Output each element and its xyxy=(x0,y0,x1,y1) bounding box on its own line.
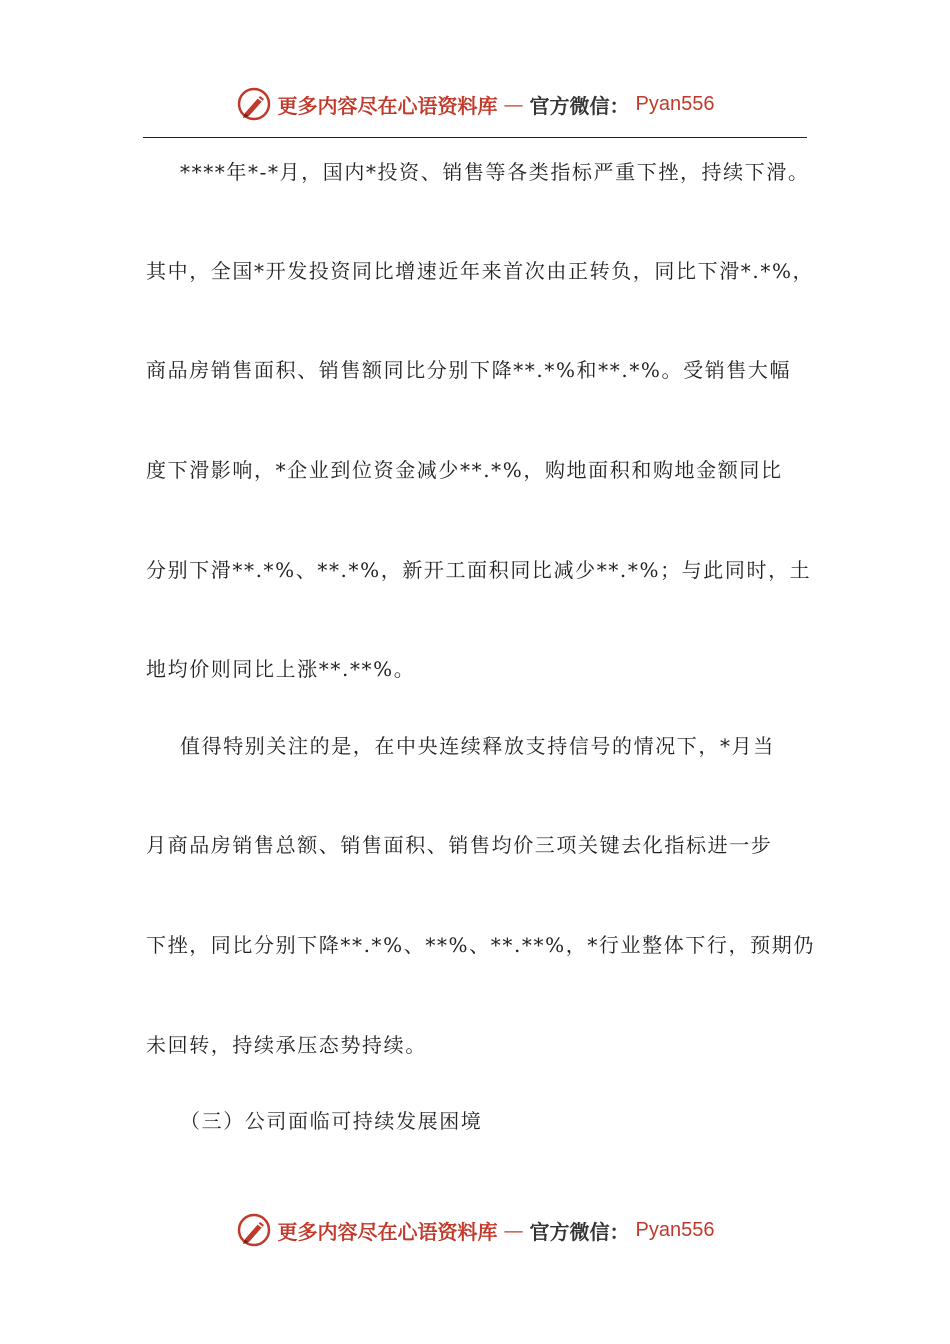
banner-title: 更多内容尽在心语资料库 xyxy=(277,93,498,118)
paragraph-1-line-2: 其中，全国*开发投资同比增速近年来首次由正转负，同比下滑*.*%， xyxy=(146,259,815,283)
footer-banner xyxy=(0,1210,950,1250)
banner-title: 更多内容尽在心语资料库 xyxy=(277,1219,498,1244)
paragraph-2-line-1: 值得特别关注的是，在中央连续释放支持信号的情况下，*月当 xyxy=(180,734,775,758)
pen-logo-icon xyxy=(236,86,272,122)
banner-wechat-label: 官方微信： xyxy=(529,93,630,118)
banner-dash: — xyxy=(503,92,524,116)
banner-wechat-label: 官方微信： xyxy=(529,1219,630,1244)
paragraph-2-line-4: 未回转，持续承压态势持续。 xyxy=(146,1033,427,1057)
paragraph-1-line-1: ****年*-*月，国内*投资、销售等各类指标严重下挫，持续下滑。 xyxy=(180,160,810,184)
header-banner xyxy=(0,84,950,124)
pen-logo-icon xyxy=(236,1212,272,1248)
banner-wechat-id: Pyan556 xyxy=(635,1218,715,1241)
paragraph-1-line-4: 度下滑影响，*企业到位资金减少**.*%，购地面积和购地金额同比 xyxy=(146,458,783,482)
paragraph-1-line-6: 地均价则同比上涨**.**%。 xyxy=(146,657,416,681)
section-heading: （三）公司面临可持续发展困境 xyxy=(180,1109,483,1133)
header-divider xyxy=(143,137,807,138)
banner-wechat-id: Pyan556 xyxy=(635,92,715,115)
paragraph-2-line-3: 下挫，同比分别下降**.*%、**%、**.**%，*行业整体下行，预期仍 xyxy=(146,933,815,957)
paragraph-1-line-5: 分别下滑**.*%、**.*%，新开工面积同比减少**.*%；与此同时，土 xyxy=(146,558,812,582)
paragraph-1-line-3: 商品房销售面积、销售额同比分别下降**.*%和**.*%。受销售大幅 xyxy=(146,358,792,382)
paragraph-2-line-2: 月商品房销售总额、销售面积、销售均价三项关键去化指标进一步 xyxy=(146,833,773,857)
banner-dash: — xyxy=(503,1218,524,1242)
